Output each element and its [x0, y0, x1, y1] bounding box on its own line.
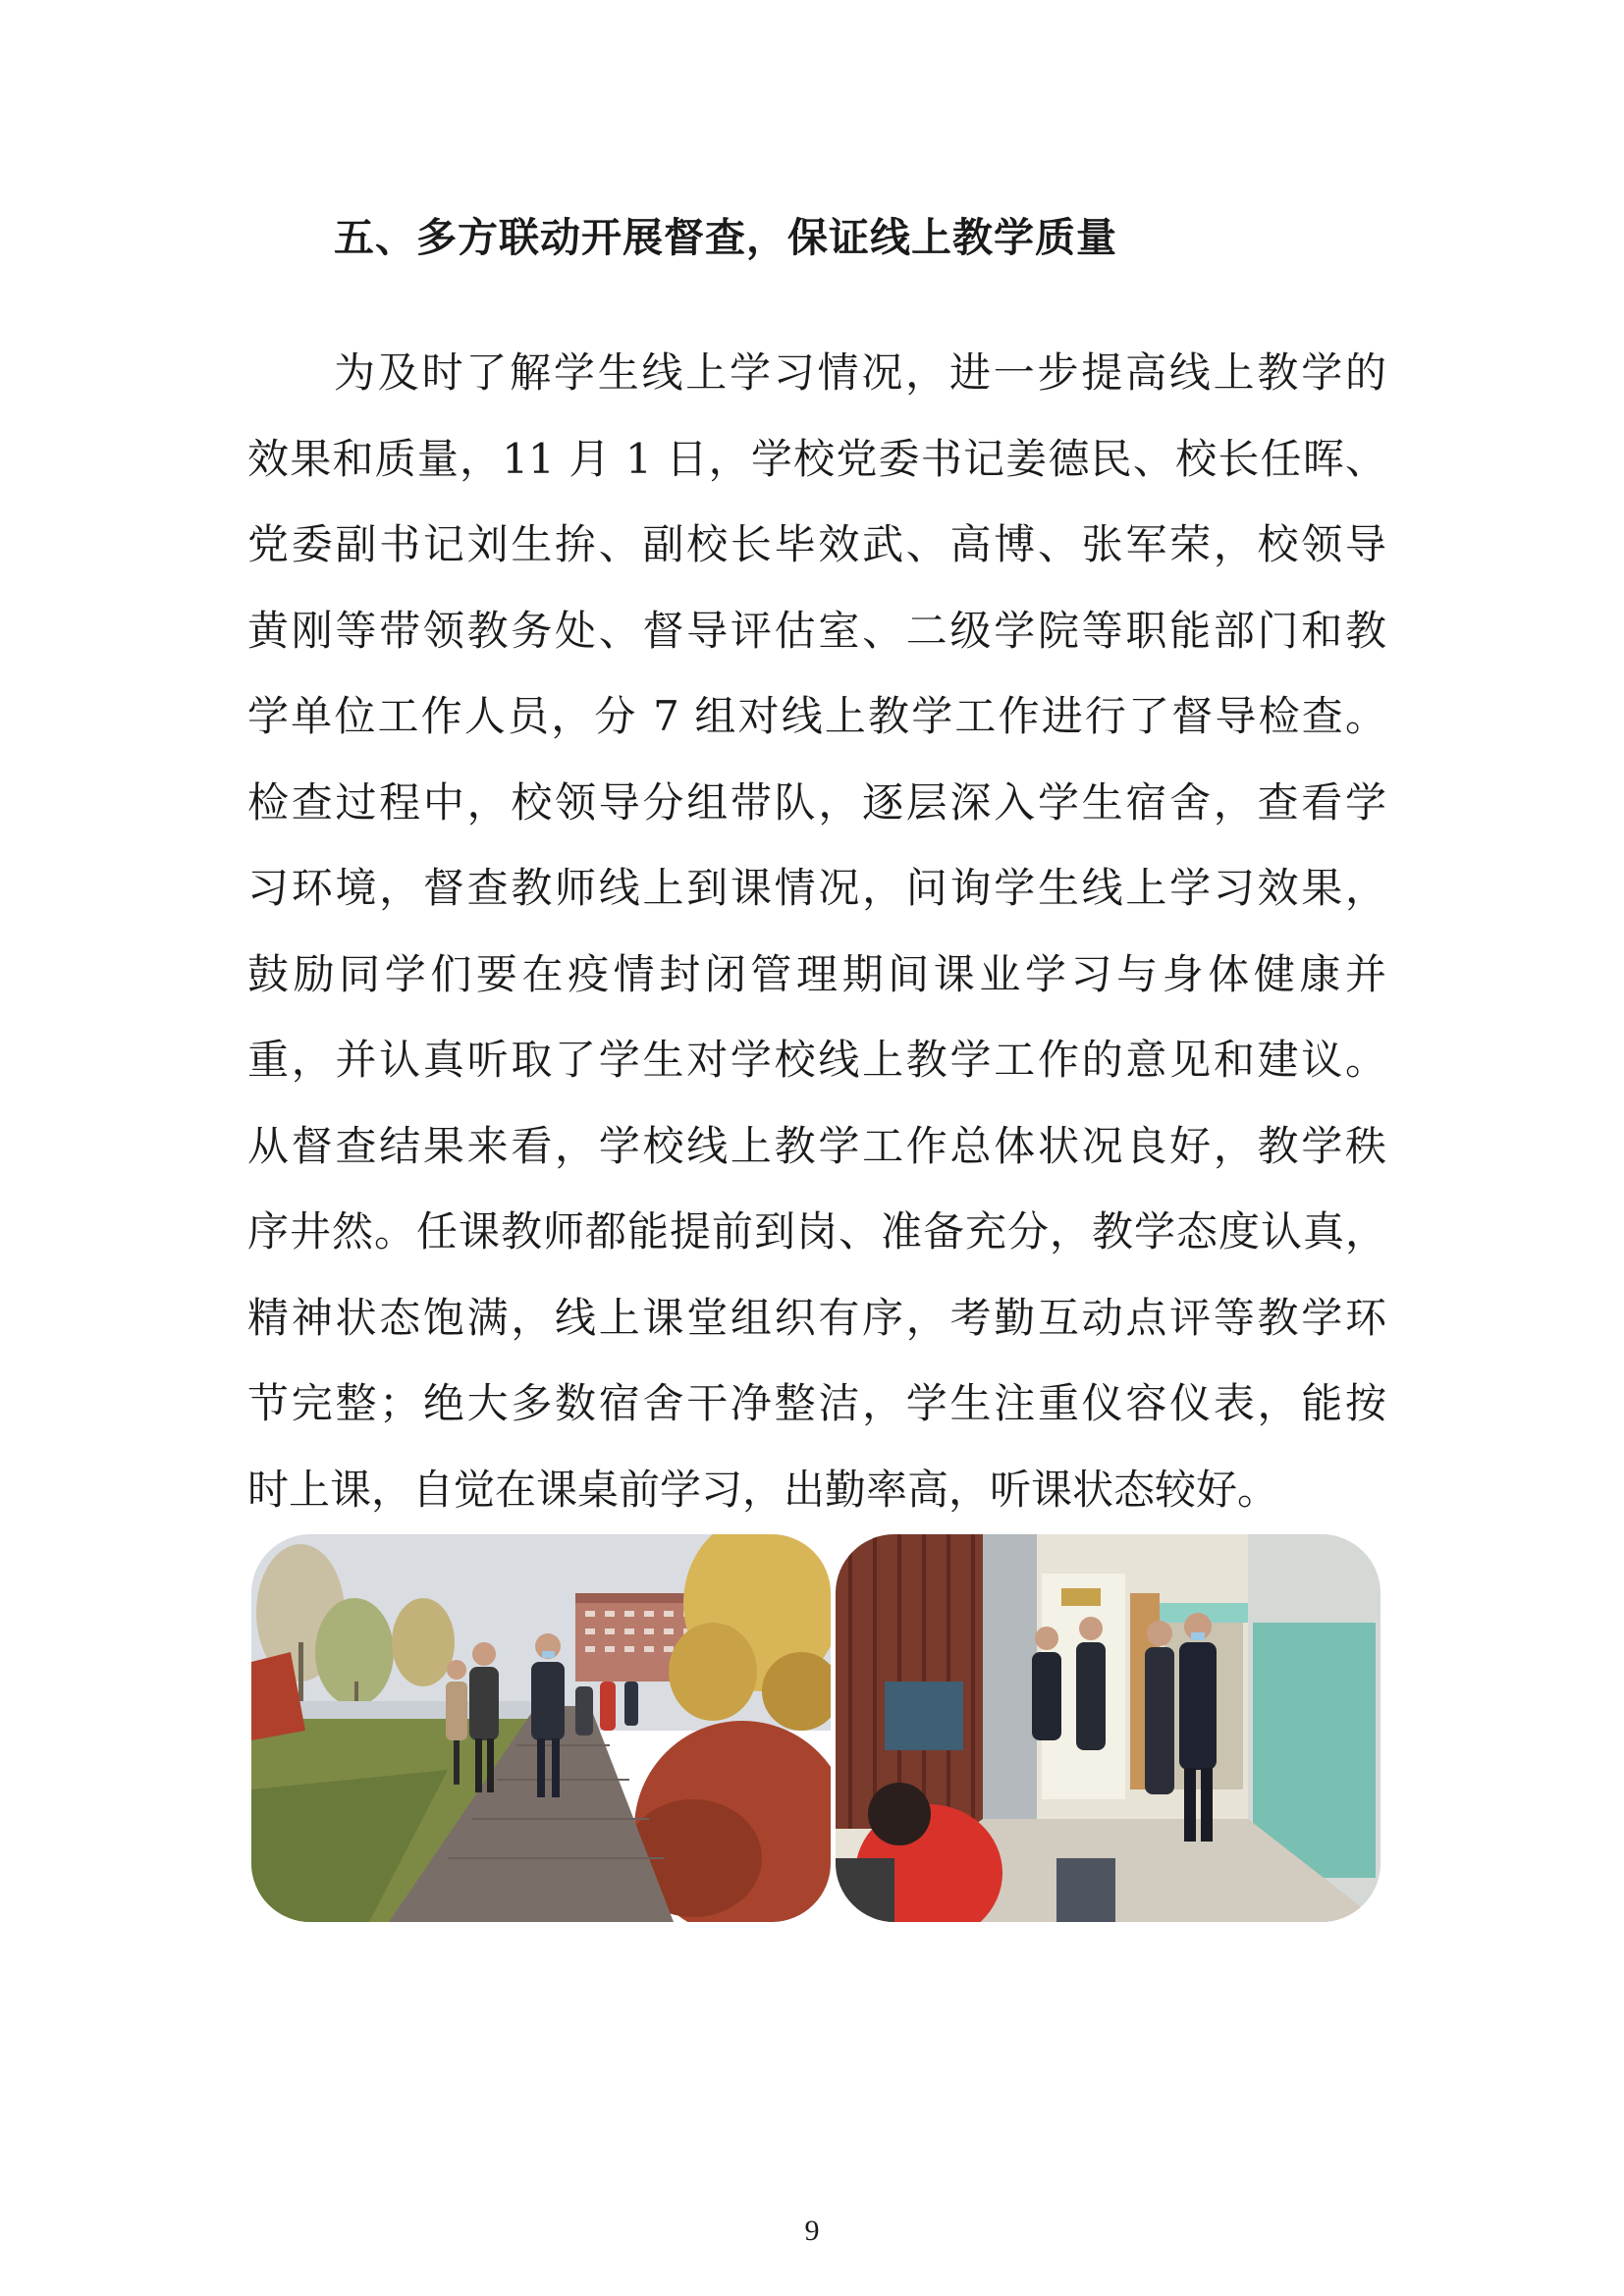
paragraph-line: 效果和质量，11 月 1 日，学校党委书记姜德民、校长任晖、 — [247, 434, 1386, 483]
paragraph-line: 序井然。任课教师都能提前到岗、准备充分，教学态度认真， — [247, 1207, 1386, 1255]
dormitory-inspection-photo — [836, 1534, 1380, 1922]
campus-walk-photo — [251, 1534, 831, 1922]
body-paragraph — [247, 330, 1386, 1532]
section-heading: 五、多方联动开展督查，保证线上教学质量 — [334, 214, 1117, 261]
paragraph-line: 黄刚等带领教务处、督导评估室、二级学院等职能部门和教 — [247, 606, 1386, 655]
paragraph-line: 精神状态饱满，线上课堂组织有序，考勤互动点评等教学环 — [247, 1293, 1386, 1342]
paragraph-line: 鼓励同学们要在疫情封闭管理期间课业学习与身体健康并 — [247, 949, 1386, 998]
paragraph-line: 党委副书记刘生拚、副校长毕效武、高博、张军荣，校领导 — [247, 520, 1386, 568]
page-number: 9 — [804, 2215, 820, 2247]
paragraph-line: 为及时了解学生线上学习情况，进一步提高线上教学的 — [334, 348, 1386, 397]
paragraph-line: 检查过程中，校领导分组带队，逐层深入学生宿舍，查看学 — [247, 777, 1386, 827]
paragraph-line: 时上课，自觉在课桌前学习，出勤率高，听课状态较好。 — [247, 1465, 1279, 1514]
paragraph-line: 重，并认真听取了学生对学校线上教学工作的意见和建议。 — [247, 1036, 1386, 1084]
paragraph-line: 节完整；绝大多数宿舍干净整洁，学生注重仪容仪表，能按 — [247, 1379, 1386, 1427]
paragraph-line: 从督查结果来看，学校线上教学工作总体状况良好，教学秩 — [247, 1121, 1386, 1170]
paragraph-line: 习环境，督查教师线上到课情况，问询学生线上学习效果， — [247, 864, 1386, 912]
paragraph-line: 学单位工作人员，分 7 组对线上教学工作进行了督导检查。 — [247, 692, 1386, 740]
